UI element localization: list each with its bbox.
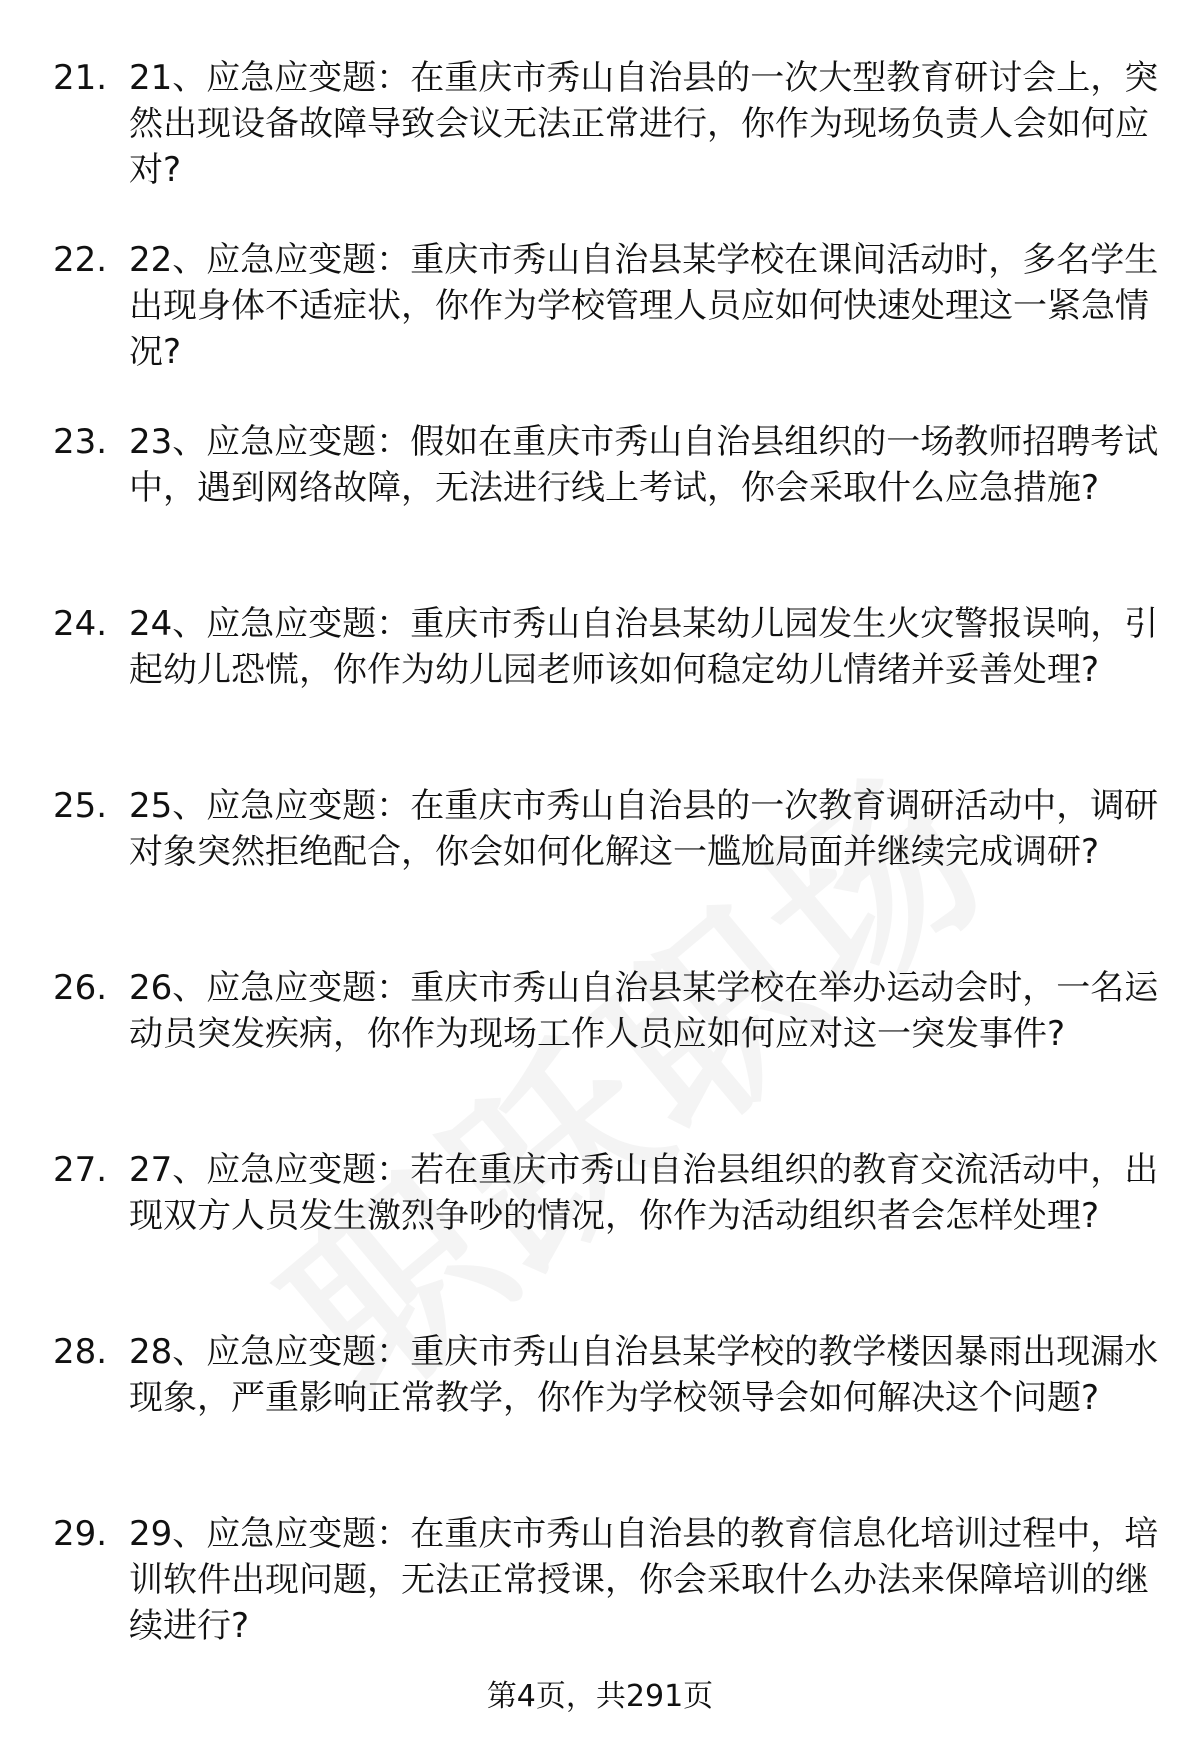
question-item — [0, 237, 1200, 419]
question-number: 22. — [53, 240, 108, 280]
question-text: 27、应急应变题：若在重庆市秀山自治县组织的教育交流活动中，出现双方人员发生激烈争吵的情况，你作为活动组织者会怎样处理? — [129, 1150, 1159, 1236]
question-number: 25. — [53, 786, 108, 826]
question-item — [0, 1511, 1200, 1693]
question-list — [0, 55, 1200, 1693]
question-item — [0, 55, 1200, 237]
question-number: 28. — [53, 1332, 108, 1372]
question-item — [0, 419, 1200, 601]
question-item — [0, 1329, 1200, 1511]
page-footer: 第4页，共291页 — [486, 1679, 714, 1714]
question-number: 27. — [53, 1150, 108, 1190]
question-number: 29. — [53, 1514, 108, 1554]
question-number: 23. — [53, 422, 108, 462]
question-item — [0, 1147, 1200, 1329]
question-text: 29、应急应变题：在重庆市秀山自治县的教育信息化培训过程中，培训软件出现问题，无法正常授课，你会采取什么办法来保障培训的继续进行? — [129, 1514, 1159, 1646]
question-text: 22、应急应变题：重庆市秀山自治县某学校在课间活动时，多名学生出现身体不适症状，你作为学校管理人员应如何快速处理这一紧急情况? — [129, 240, 1159, 372]
question-text: 25、应急应变题：在重庆市秀山自治县的一次教育调研活动中，调研对象突然拒绝配合，你会如何化解这一尴尬局面并继续完成调研? — [129, 786, 1159, 872]
question-text: 28、应急应变题：重庆市秀山自治县某学校的教学楼因暴雨出现漏水现象，严重影响正常教学，你作为学校领导会如何解决这个问题? — [129, 1332, 1159, 1418]
question-item — [0, 965, 1200, 1147]
question-text: 26、应急应变题：重庆市秀山自治县某学校在举办运动会时，一名运动员突发疾病，你作为现场工作人员应如何应对这一突发事件? — [129, 968, 1159, 1054]
question-number: 26. — [53, 968, 108, 1008]
question-number: 21. — [53, 58, 108, 98]
question-text: 23、应急应变题：假如在重庆市秀山自治县组织的一场教师招聘考试中，遇到网络故障，无法进行线上考试，你会采取什么应急措施? — [129, 422, 1159, 508]
question-text: 24、应急应变题：重庆市秀山自治县某幼儿园发生火灾警报误响，引起幼儿恐慌，你作为幼儿园老师该如何稳定幼儿情绪并妥善处理? — [129, 604, 1159, 690]
question-item — [0, 601, 1200, 783]
question-number: 24. — [53, 604, 108, 644]
question-text: 21、应急应变题：在重庆市秀山自治县的一次大型教育研讨会上，突然出现设备故障导致会议无法正常进行，你作为现场负责人会如何应对? — [129, 58, 1159, 190]
question-item — [0, 783, 1200, 965]
